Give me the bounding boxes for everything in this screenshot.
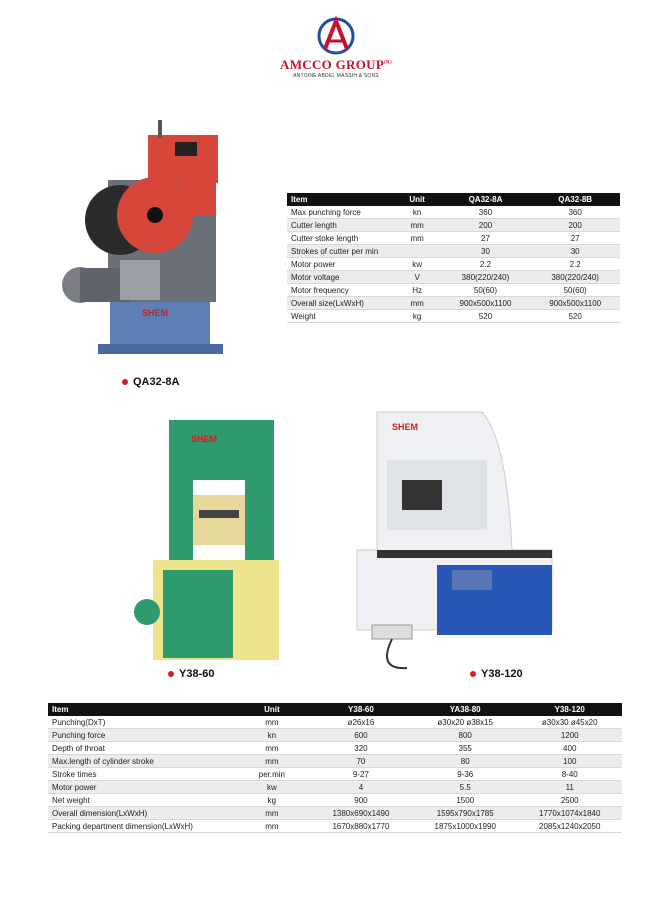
table-row xyxy=(48,768,622,781)
col-item: Item xyxy=(287,193,394,206)
cell: kw xyxy=(394,258,441,271)
spec-table-qa32 xyxy=(287,193,620,323)
table-row xyxy=(287,232,620,245)
bullet-icon xyxy=(470,671,476,677)
cell: 5.5 xyxy=(413,781,517,794)
cell: V xyxy=(394,271,441,284)
bullet-icon xyxy=(122,379,128,385)
col-qa32-8a: QA32-8A xyxy=(441,193,531,206)
brand-subtitle: ANTOINE ABDEL MASSIH & SONS xyxy=(293,73,379,79)
cell: 320 xyxy=(309,742,413,755)
cell: 400 xyxy=(517,742,622,755)
cell: 900x500x1100 xyxy=(530,297,620,310)
cell xyxy=(394,245,441,258)
cell: 2085x1240x2050 xyxy=(517,820,622,833)
cell: 1770x1074x1840 xyxy=(517,807,622,820)
cell: 600 xyxy=(309,729,413,742)
table-row xyxy=(48,794,622,807)
table-header-row xyxy=(48,703,622,716)
cell: 1875x1000x1990 xyxy=(413,820,517,833)
cell: Punching force xyxy=(48,729,235,742)
table-row xyxy=(48,742,622,755)
cell: 360 xyxy=(441,206,531,219)
table-row xyxy=(287,206,620,219)
cell: 520 xyxy=(530,310,620,323)
caption-text: Y38-120 xyxy=(481,668,523,680)
cell: kn xyxy=(394,206,441,219)
cell: kn xyxy=(235,729,309,742)
cell: Weight xyxy=(287,310,394,323)
cell: 1670x880x1770 xyxy=(309,820,413,833)
cell: 900x500x1100 xyxy=(441,297,531,310)
cell: Stroke times xyxy=(48,768,235,781)
cell: 380(220/240) xyxy=(441,271,531,284)
cell: kg xyxy=(394,310,441,323)
cell: Overall dimension(LxWxH) xyxy=(48,807,235,820)
cell: 100 xyxy=(517,755,622,768)
cell: Depth of throat xyxy=(48,742,235,755)
cell: 2.2 xyxy=(441,258,531,271)
cell: 1500 xyxy=(413,794,517,807)
cell: Strokes of cutter per min xyxy=(287,245,394,258)
cell: 380(220/240) xyxy=(530,271,620,284)
table-row xyxy=(48,755,622,768)
cell: Max punching force xyxy=(287,206,394,219)
col-y38-60: Y38-60 xyxy=(309,703,413,716)
machine-image-y38-120 xyxy=(352,410,557,678)
cell: Motor voltage xyxy=(287,271,394,284)
cell: 800 xyxy=(413,729,517,742)
cell: mm xyxy=(235,820,309,833)
cell: Cutter length xyxy=(287,219,394,232)
cell: 1200 xyxy=(517,729,622,742)
plate-text-y38-120: SHEM xyxy=(392,422,419,432)
table-row xyxy=(287,271,620,284)
table-row xyxy=(287,245,620,258)
cell: 200 xyxy=(530,219,620,232)
cell: 8-40 xyxy=(517,768,622,781)
caption-text: Y38-60 xyxy=(179,668,215,680)
spec-table-y38 xyxy=(48,703,622,833)
cell: 50(60) xyxy=(530,284,620,297)
caption-text: QA32-8A xyxy=(133,376,180,388)
col-qa32-8b: QA32-8B xyxy=(530,193,620,206)
caption-qa32-8a xyxy=(122,376,179,388)
cell: mm xyxy=(235,742,309,755)
cell: Max.length of cylinder stroke xyxy=(48,755,235,768)
cell: mm xyxy=(394,297,441,310)
cell: Net weight xyxy=(48,794,235,807)
caption-y38-60 xyxy=(168,668,214,680)
cell: mm xyxy=(235,807,309,820)
cell: Cutter stoke length xyxy=(287,232,394,245)
cell: 900 xyxy=(309,794,413,807)
cell: 11 xyxy=(517,781,622,794)
table-row xyxy=(48,820,622,833)
cell: ø30x20 ø38x15 xyxy=(413,716,517,729)
cell: ø30x30 ø45x20 xyxy=(517,716,622,729)
cell: mm xyxy=(235,755,309,768)
company-logo xyxy=(276,15,396,85)
cell: 200 xyxy=(441,219,531,232)
cell: 9-27 xyxy=(309,768,413,781)
table-row xyxy=(48,807,622,820)
cell: mm xyxy=(235,716,309,729)
col-unit: Unit xyxy=(394,193,441,206)
amcco-logo-icon xyxy=(316,15,356,57)
cell: 4 xyxy=(309,781,413,794)
cell: per.min xyxy=(235,768,309,781)
table-row xyxy=(48,781,622,794)
cell: kw xyxy=(235,781,309,794)
plate-text-qa32-8a: SHEM xyxy=(142,308,169,318)
col-ya38-80: YA38-80 xyxy=(413,703,517,716)
cell: Hz xyxy=(394,284,441,297)
cell: 1595x790x1785 xyxy=(413,807,517,820)
col-unit: Unit xyxy=(235,703,309,716)
col-y38-120: Y38-120 xyxy=(517,703,622,716)
cell: Packing department dimension(LxWxH) xyxy=(48,820,235,833)
cell: 2.2 xyxy=(530,258,620,271)
table-row xyxy=(287,284,620,297)
bullet-icon xyxy=(168,671,174,677)
table-row xyxy=(287,310,620,323)
cell: 50(60) xyxy=(441,284,531,297)
cell: kg xyxy=(235,794,309,807)
table-header-row xyxy=(287,193,620,206)
cell: Overall size(LxWxH) xyxy=(287,297,394,310)
cell: 355 xyxy=(413,742,517,755)
col-item: Item xyxy=(48,703,235,716)
cell: mm xyxy=(394,219,441,232)
cell: 27 xyxy=(441,232,531,245)
table-row xyxy=(287,219,620,232)
table-row xyxy=(48,729,622,742)
cell: Punching(DxT) xyxy=(48,716,235,729)
cell: Motor frequency xyxy=(287,284,394,297)
cell: Motor power xyxy=(287,258,394,271)
plate-text-y38-60: SHEM xyxy=(191,434,218,444)
caption-y38-120 xyxy=(470,668,523,680)
cell: 520 xyxy=(441,310,531,323)
table-row xyxy=(287,297,620,310)
brand-name: AMCCO $GROUP^{(R)}$ xyxy=(280,57,392,72)
cell: ø26x16 xyxy=(309,716,413,729)
cell: 1380x690x1490 xyxy=(309,807,413,820)
machine-image-y38-60 xyxy=(133,420,283,665)
cell: 30 xyxy=(530,245,620,258)
cell: 27 xyxy=(530,232,620,245)
cell: mm xyxy=(394,232,441,245)
cell: 9-36 xyxy=(413,768,517,781)
cell: 30 xyxy=(441,245,531,258)
cell: 80 xyxy=(413,755,517,768)
table-row xyxy=(287,258,620,271)
cell: 70 xyxy=(309,755,413,768)
machine-image-qa32-8a xyxy=(60,120,250,370)
cell: 2500 xyxy=(517,794,622,807)
table-row xyxy=(48,716,622,729)
cell: Motor power xyxy=(48,781,235,794)
cell: 360 xyxy=(530,206,620,219)
